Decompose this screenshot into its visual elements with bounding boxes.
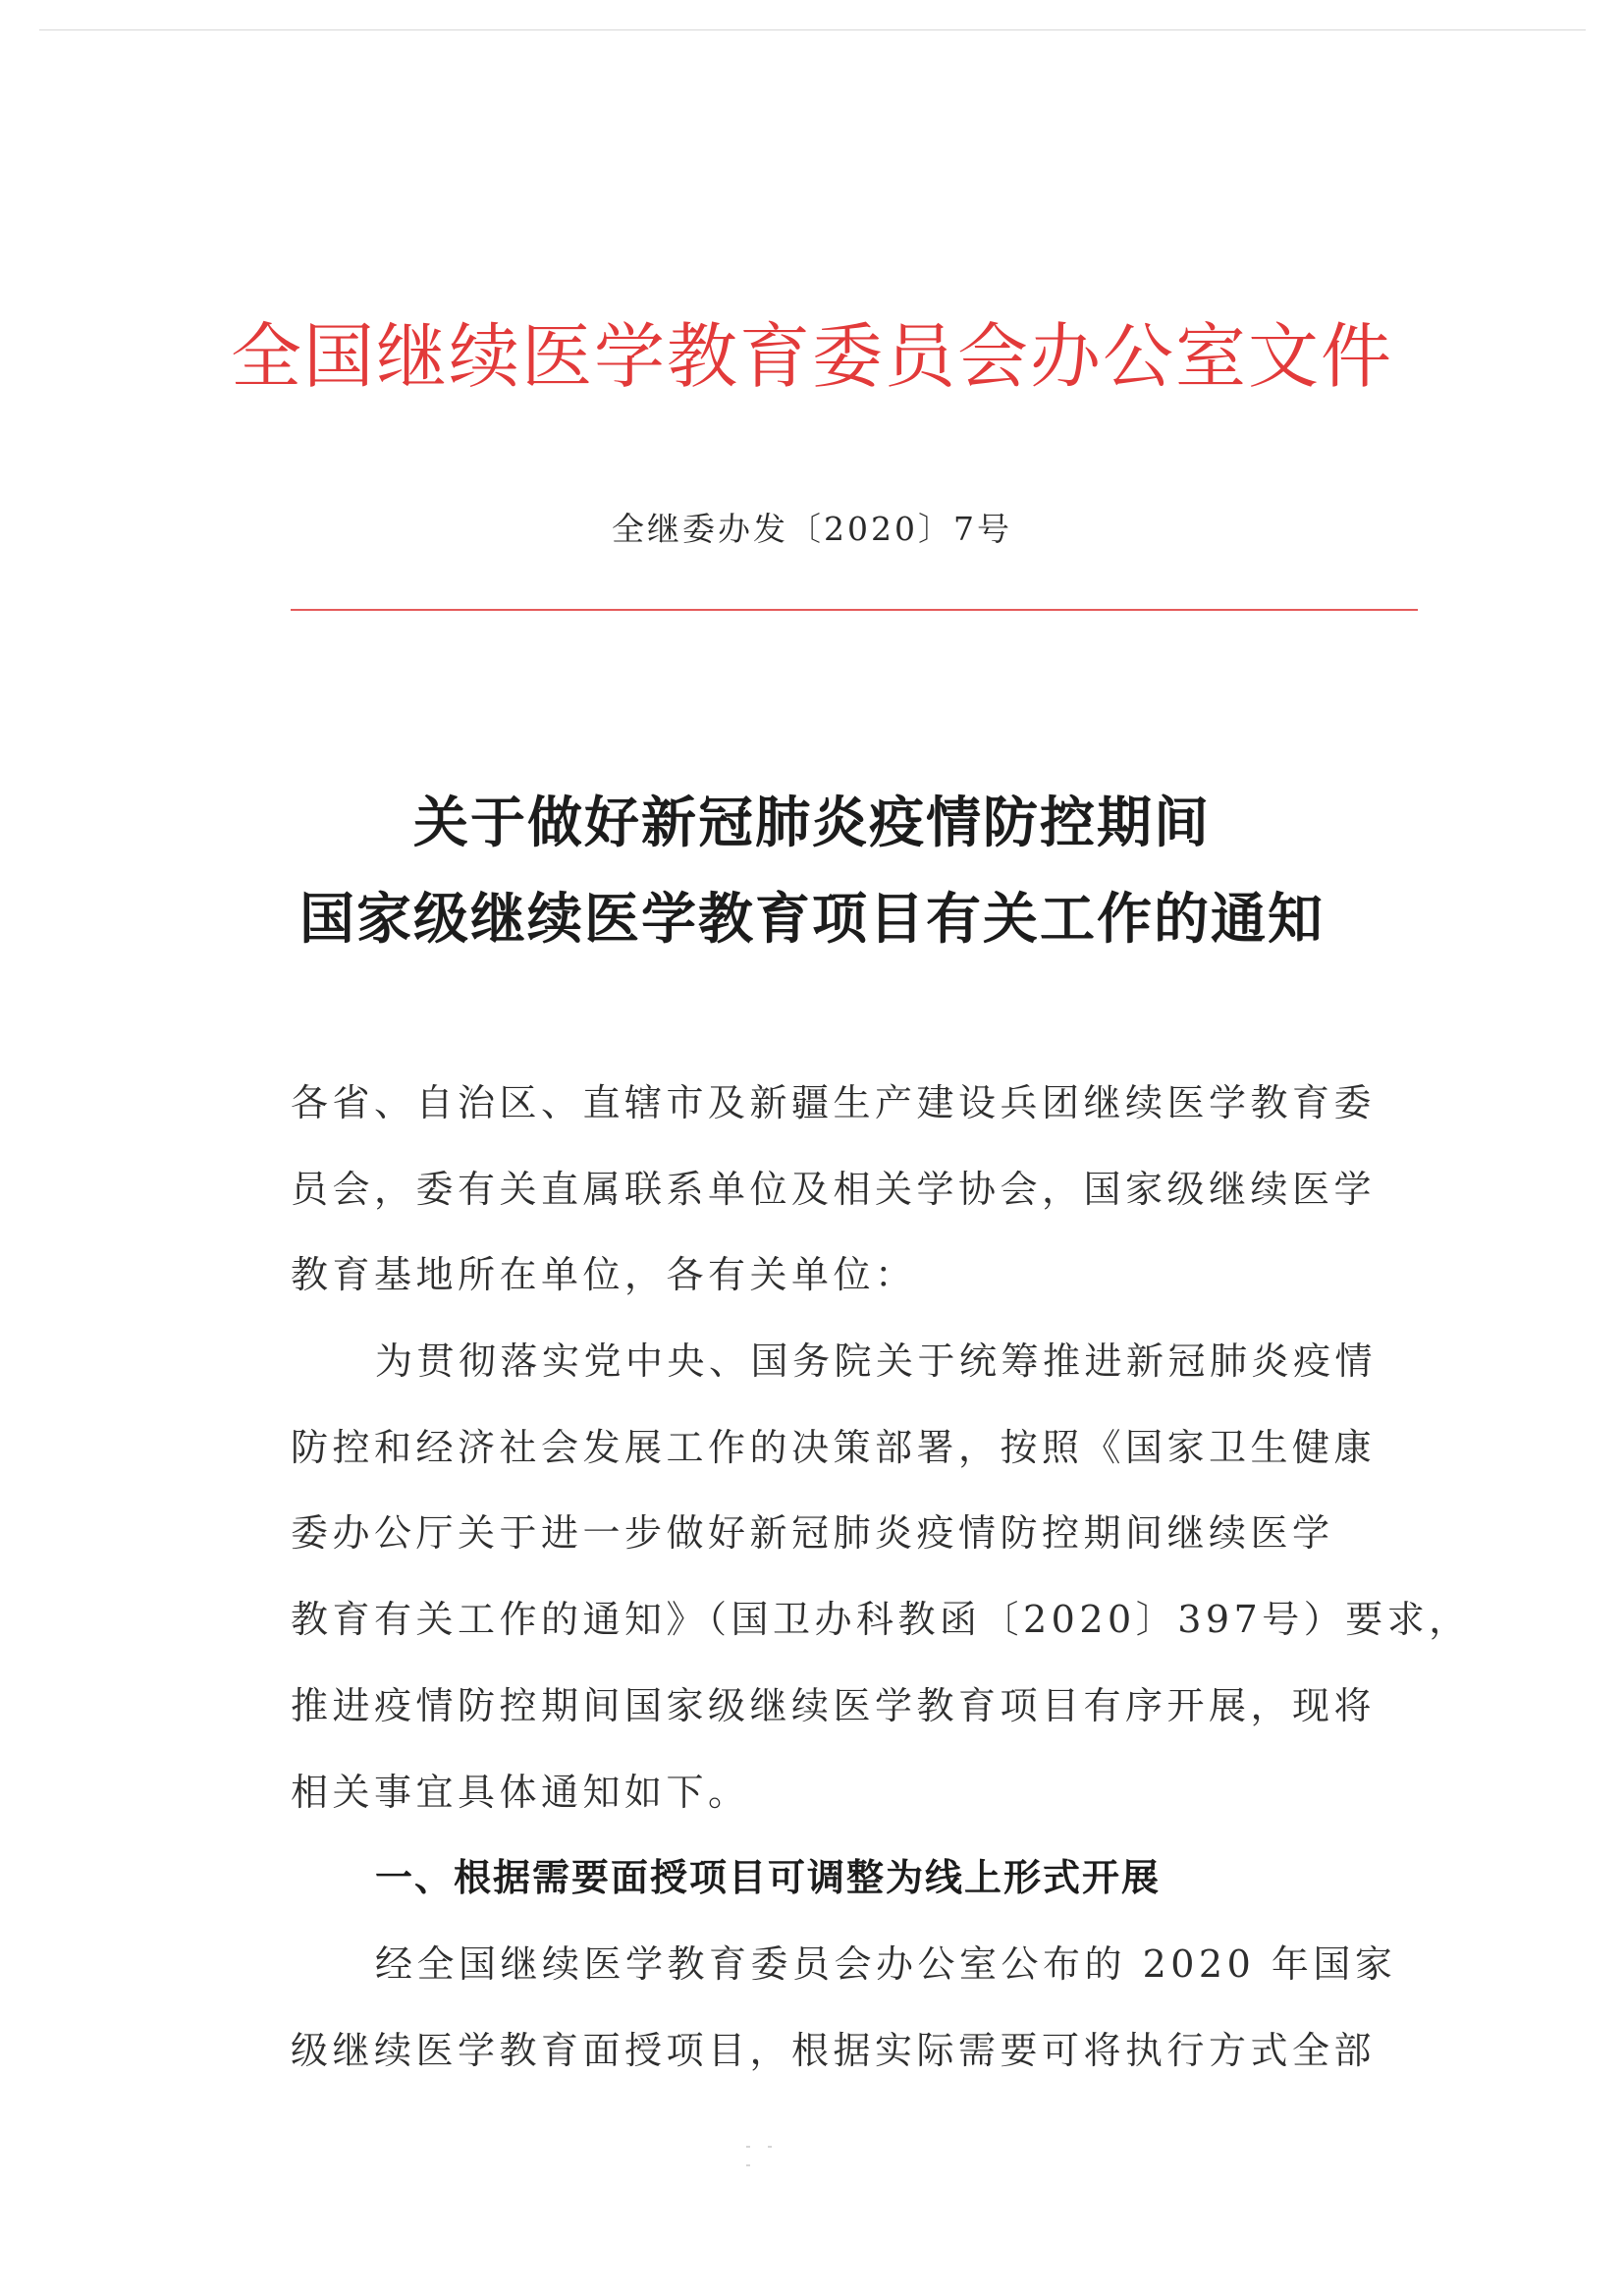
document-number: 全继委办发〔2020〕7号 <box>612 510 1012 548</box>
notice-title-line-2: 国家级继续医学教育项目有关工作的通知 <box>299 888 1325 952</box>
section-heading-1: 一、根据需要面授项目可调整为线上形式开展 <box>375 1856 1162 1900</box>
notice-title-line-1: 关于做好新冠肺炎疫情防控期间 <box>413 792 1211 855</box>
notice-body <box>291 1061 1471 2094</box>
body-line-paragraph-1: 为贯彻落实党中央、国务院关于统筹推进新冠肺炎疫情 <box>375 1339 1378 1384</box>
body-line-paragraph-2: 防控和经济社会发展工作的决策部署，按照《国家卫生健康 <box>291 1425 1377 1469</box>
body-line-addressees-1: 各省、自治区、直辖市及新疆生产建设兵团继续医学教育委 <box>291 1081 1377 1124</box>
body-line-paragraph-4: 教育有关工作的通知》（国卫办科教函〔2020〕397号）要求， <box>291 1598 1471 1642</box>
body-line-paragraph-3: 委办公厅关于进一步做好新冠肺炎疫情防控期间继续医学 <box>291 1511 1334 1556</box>
scan-speck-marks <box>746 2133 805 2137</box>
scan-speck <box>746 2146 750 2148</box>
body-line-addressees-2: 员会，委有关直属联系单位及相关学协会，国家级继续医学 <box>291 1167 1377 1211</box>
scan-speck <box>768 2146 772 2148</box>
body-line-section-1: 经全国继续医学教育委员会办公室公布的 2020 年国家 <box>375 1941 1397 1986</box>
red-separator-line <box>291 609 1418 611</box>
body-line-section-2: 级继续医学教育面授项目，根据实际需要可将执行方式全部 <box>291 2028 1377 2072</box>
body-line-addressees-3: 教育基地所在单位，各有关单位： <box>291 1253 917 1297</box>
scan-speck <box>746 2164 750 2166</box>
notice-title <box>0 776 1624 968</box>
body-line-paragraph-5: 推进疫情防控期间国家级继续医学教育项目有序开展，现将 <box>291 1683 1377 1727</box>
issuing-office-header: 全国继续医学教育委员会办公室文件 <box>230 315 1393 398</box>
scan-top-edge-line <box>39 29 1586 30</box>
body-line-paragraph-6: 相关事宜具体通知如下。 <box>291 1770 750 1814</box>
